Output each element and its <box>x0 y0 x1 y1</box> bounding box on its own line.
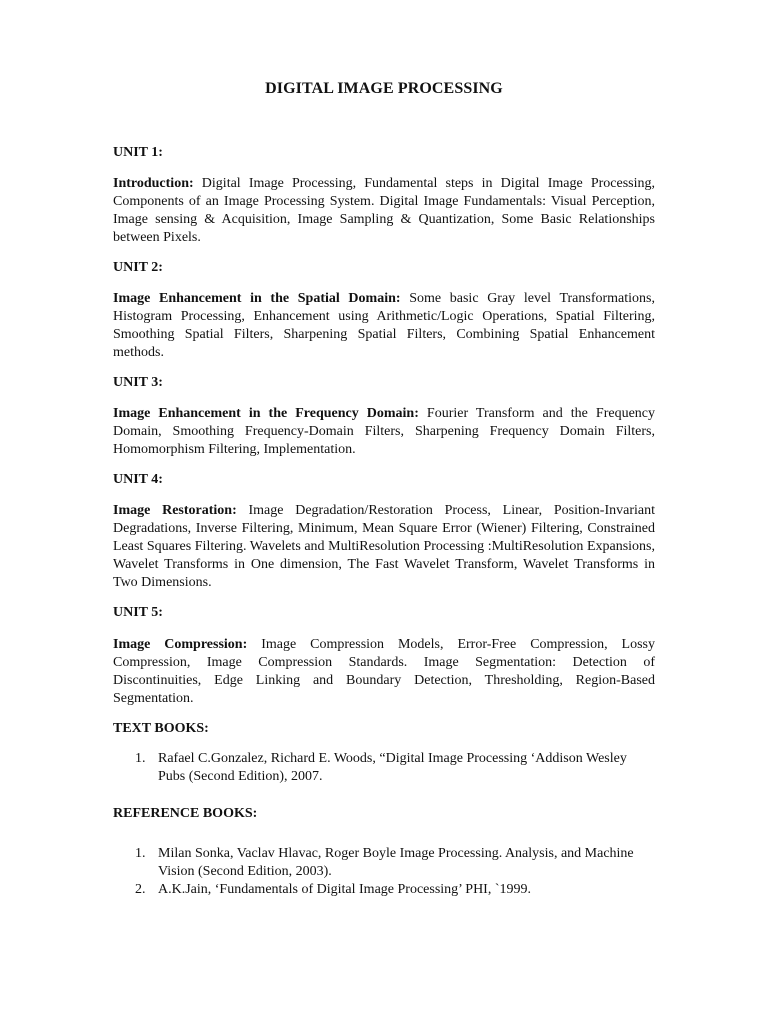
unit-5-description <box>113 636 655 708</box>
unit-1-heading: UNIT 1: <box>113 145 163 160</box>
unit-5-text: Image Compression Models, Error-Free Compression, Lossy Compression, Image Compression Standards. Image Segmentation: Detection of Discontinuities, Edge Linking and Boundary Detection, Thresholding, Region-Based Segmentation. <box>113 637 655 706</box>
unit-3-topic: Image Enhancement in the Frequency Domain: <box>113 406 419 421</box>
reference-books-heading: REFERENCE BOOKS: <box>113 806 258 821</box>
list-item <box>113 750 655 786</box>
unit-4-description <box>113 502 655 592</box>
unit-4-text: Image Degradation/Restoration Process, Linear, Position-Invariant Degradations, Inverse Filtering, Minimum, Mean Square Error (Wiener) Filtering, Constrained Least Squares Filtering. Wavelets and MultiResolution Processing :MultiResolution Expansions, Wavelet Transforms in One dimension, The Fast Wavelet Transform, Wavelet Transforms in Two Dimensions. <box>113 503 655 590</box>
text-books-list <box>113 750 655 786</box>
unit-1-topic: Introduction: <box>113 176 194 191</box>
list-item-text: Rafael C.Gonzalez, Richard E. Woods, “Digital Image Processing ‘Addison Wesley Pubs (Second Edition), 2007. <box>158 751 627 784</box>
unit-2-text: Some basic Gray level Transformations, Histogram Processing, Enhancement using Arithmetic/Logic Operations, Spatial Filtering, Smoothing Spatial Filters, Sharpening Spatial Filters, Combining Spatial Enhancement methods. <box>113 291 655 360</box>
unit-2-topic: Image Enhancement in the Spatial Domain: <box>113 291 401 306</box>
list-item <box>113 845 655 881</box>
unit-2-heading: UNIT 2: <box>113 260 163 275</box>
unit-1-text: Digital Image Processing, Fundamental steps in Digital Image Processing, Components of an Image Processing System. Digital Image Fundamentals: Visual Perception, Image sensing & Acquisition, Image Sampling & Quantization, Some Basic Relationships between Pixels. <box>113 176 655 245</box>
list-item <box>113 881 655 899</box>
unit-2-description <box>113 290 655 362</box>
unit-5-topic: Image Compression: <box>113 637 248 652</box>
unit-4-heading: UNIT 4: <box>113 472 163 487</box>
unit-5-heading: UNIT 5: <box>113 605 163 620</box>
document-title: DIGITAL IMAGE PROCESSING <box>265 80 503 97</box>
reference-books-list <box>113 845 655 899</box>
list-item-number: 1. <box>135 751 146 766</box>
unit-3-description <box>113 405 655 459</box>
unit-1-description <box>113 175 655 247</box>
list-item-number: 2. <box>135 882 146 897</box>
list-item-text: Milan Sonka, Vaclav Hlavac, Roger Boyle Image Processing. Analysis, and Machine Vision (Second Edition, 2003). <box>158 846 634 879</box>
list-item-text: A.K.Jain, ‘Fundamentals of Digital Image Processing’ PHI, `1999. <box>158 882 532 897</box>
unit-4-topic: Image Restoration: <box>113 503 237 518</box>
text-books-heading: TEXT BOOKS: <box>113 721 209 736</box>
list-item-number: 1. <box>135 846 146 861</box>
unit-3-heading: UNIT 3: <box>113 375 163 390</box>
unit-3-text: Fourier Transform and the Frequency Domain, Smoothing Frequency-Domain Filters, Sharpening Frequency Domain Filters, Homomorphism Filtering, Implementation. <box>113 406 656 457</box>
